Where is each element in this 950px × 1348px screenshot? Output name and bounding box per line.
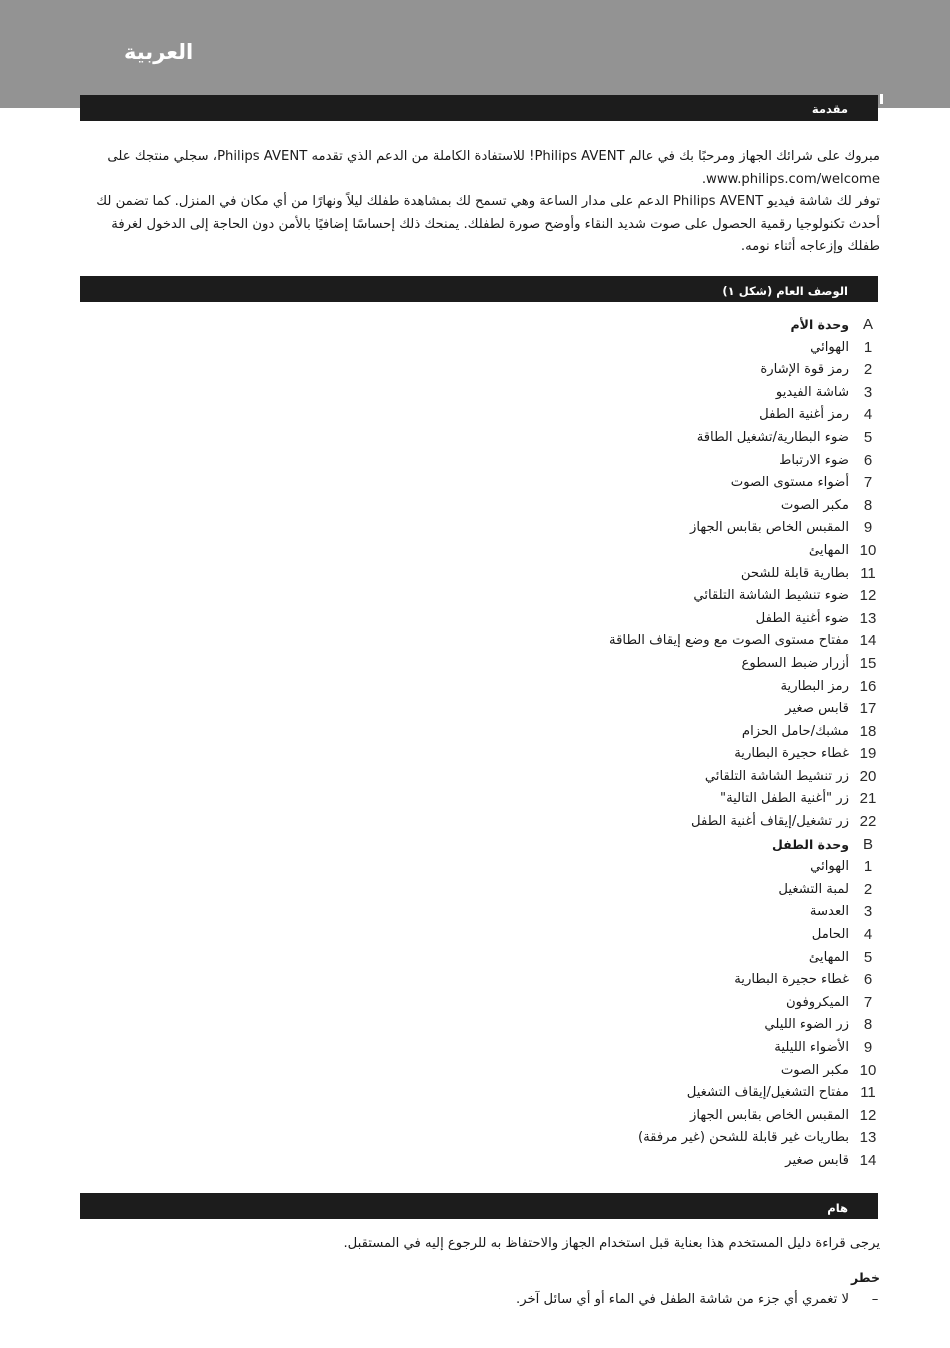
overview-list-item [560,608,880,631]
item-label: رمز قوة الإشارة [760,362,849,378]
overview-list-item [560,517,880,540]
item-number: 14 [859,632,877,650]
item-label: المهايئ [808,542,849,558]
item-number: 22 [859,813,877,831]
item-label: أزرار ضبط السطوع [741,655,849,671]
item-number: 4 [863,926,873,944]
overview-group-heading [560,834,880,857]
item-number: 7 [863,993,873,1011]
item-label: وحدة الأم [790,317,849,332]
overview-list-item [560,743,880,766]
item-number: 13 [859,609,877,627]
item-number: 9 [863,519,873,537]
item-label: ضوء تنشيط الشاشة التلقائي [693,588,849,604]
intro-paragraph-2: توفر لك شاشة فيديو Philips AVENT الدعم على مدار الساعة وهي تسمح لك بمشاهدة طفلك ليلاً ونهارًا من أي مكان في المنزل. كما تضمن لك أحدث تكنولوجيا رقمية الحصول على صوت شديد النقاء وأوضح صورة لطفلك. يمنحك ذلك إحساسًا إضافيًا بالأمن دون الحاجة إلى الدخول لغرفة طفلك وإزعاجه أثناء نومه. [96,194,880,254]
item-number: 3 [863,903,873,921]
item-number: 14 [859,1151,877,1169]
item-label: الهوائي [810,859,849,875]
overview-list-item [560,1060,880,1083]
item-label: الميكروفون [785,994,849,1010]
item-number: 11 [860,1084,876,1102]
overview-list-item [560,856,880,879]
item-label: أضواء مستوى الصوت [730,475,849,491]
item-number: 19 [859,745,877,763]
item-label: رمز أغنية الطفل [759,407,849,423]
item-number: 3 [863,383,873,401]
danger-heading: خطر [851,1270,880,1285]
item-number: 12 [859,1106,877,1124]
item-label: المهايئ [808,949,849,965]
item-number: 7 [863,474,873,492]
overview-list-item [560,1150,880,1173]
item-label: وحدة الطفل [771,836,849,852]
overview-list-item [560,901,880,924]
overview-list-item [560,811,880,834]
overview-list-item [560,404,880,427]
section-bar-important: هام [80,1193,878,1219]
item-label: المقبس الخاص بقابس الجهاز [689,520,849,536]
overview-list-item [560,1127,880,1150]
overview-list-item [560,788,880,811]
overview-list-item [560,1037,880,1060]
item-number: 21 [859,790,877,808]
item-label: مكبر الصوت [780,1062,849,1078]
danger-item-text: لا تغمري أي جزء من شاشة الطفل في الماء أو أي سائل آخر. [516,1292,849,1307]
overview-list-item [560,766,880,789]
item-label: الهوائي [810,339,849,355]
overview-list-item [560,337,880,360]
item-label: غطاء حجيرة البطارية [734,972,849,988]
overview-list-item [560,585,880,608]
overview-list-item [560,698,880,721]
overview-list-item [560,969,880,992]
item-number: 8 [863,496,873,514]
item-number: B [862,835,873,853]
section-bar-intro: مقدمة [80,95,878,121]
item-label: ضوء الارتباط [779,452,849,468]
item-number: 20 [859,767,877,785]
overview-list-item [560,472,880,495]
item-label: مشبك/حامل الحزام [741,723,849,739]
overview-list-item [560,359,880,382]
item-number: 13 [859,1129,877,1147]
overview-list-item [560,721,880,744]
overview-list-item [560,1014,880,1037]
item-label: الأضواء الليلية [774,1040,849,1055]
overview-list-item [560,382,880,405]
header-band [0,0,950,108]
list-dash: – [871,1292,879,1307]
item-label: رمز البطارية [780,678,849,694]
item-label: لمبة التشغيل [778,881,849,897]
item-number: A [862,316,873,333]
overview-list-item [560,563,880,586]
item-number: 16 [859,677,877,695]
item-label: المقبس الخاص بقابس الجهاز [689,1107,849,1123]
important-text: يرجى قراءة دليل المستخدم هذا بعناية قبل استخدام الجهاز والاحتفاظ به للرجوع إليه في المستقبل. [343,1236,880,1251]
item-number: 5 [863,428,873,446]
item-number: 15 [859,654,877,672]
overview-list-item [560,495,880,518]
item-label: قابس صغير [785,701,849,717]
item-number: 1 [863,858,873,876]
overview-list-item [560,450,880,473]
overview-list-item [560,924,880,947]
overview-list-item [560,427,880,450]
item-number: 10 [859,541,877,559]
section-bar-overview: الوصف العام (شكل ١) [80,276,878,302]
item-number: 2 [863,880,873,898]
item-number: 10 [859,1061,877,1079]
item-number: 5 [863,948,873,966]
overview-list-item [560,947,880,970]
overview-list-item [560,1082,880,1105]
item-label: ضوء أغنية الطفل [755,610,849,626]
overview-list [560,314,880,1173]
item-number: 4 [863,406,873,424]
overview-list-item [560,630,880,653]
item-number: 2 [863,361,873,379]
item-number: 12 [859,587,877,605]
item-label: الحامل [811,927,849,943]
item-label: ضوء البطارية/تشغيل الطاقة [696,429,849,445]
item-label: زر الضوء الليلي [764,1017,849,1033]
item-label: قابس صغير [785,1152,849,1168]
overview-list-item [560,653,880,676]
item-label: مكبر الصوت [780,497,849,513]
overview-group-heading [560,314,880,337]
language-title: العربية [124,40,194,64]
item-number: 17 [859,700,877,718]
item-label: زر تنشيط الشاشة التلقائي [704,768,849,784]
item-label: مفتاح مستوى الصوت مع وضع إيقاف الطاقة [609,633,849,649]
item-number: 1 [863,338,873,356]
item-number: 6 [863,971,873,989]
item-label: زر "أغنية الطفل التالية" [720,791,849,807]
danger-item [80,1289,880,1311]
overview-list-item [560,879,880,902]
item-label: العدسة [809,904,849,920]
item-number: 18 [859,722,877,740]
overview-list-item [560,676,880,699]
item-label: زر تشغيل/إيقاف أغنية الطفل [691,814,849,830]
overview-list-item [560,540,880,563]
item-label: بطاريات غير قابلة للشحن (غير مرفقة) [637,1130,849,1146]
overview-list-item [560,1105,880,1128]
item-number: 8 [863,1016,873,1034]
item-number: 9 [863,1039,873,1056]
item-label: بطارية قابلة للشحن [740,565,849,581]
item-label: شاشة الفيديو [775,384,849,400]
item-number: 6 [863,451,873,469]
intro-paragraph-1: مبروك على شرائك الجهاز ومرحبًا بك في عالم Philips AVENT! للاستفادة الكاملة من الدعم الذي تقدمه Philips AVENT، سجلي منتجك على www.philips.com/welcome. [107,149,880,187]
header-tick-mark [880,94,883,104]
item-number: 11 [860,564,876,582]
overview-list-item [560,992,880,1015]
item-label: غطاء حجيرة البطارية [734,746,849,762]
item-label: مفتاح التشغيل/إيقاف التشغيل [686,1085,849,1101]
